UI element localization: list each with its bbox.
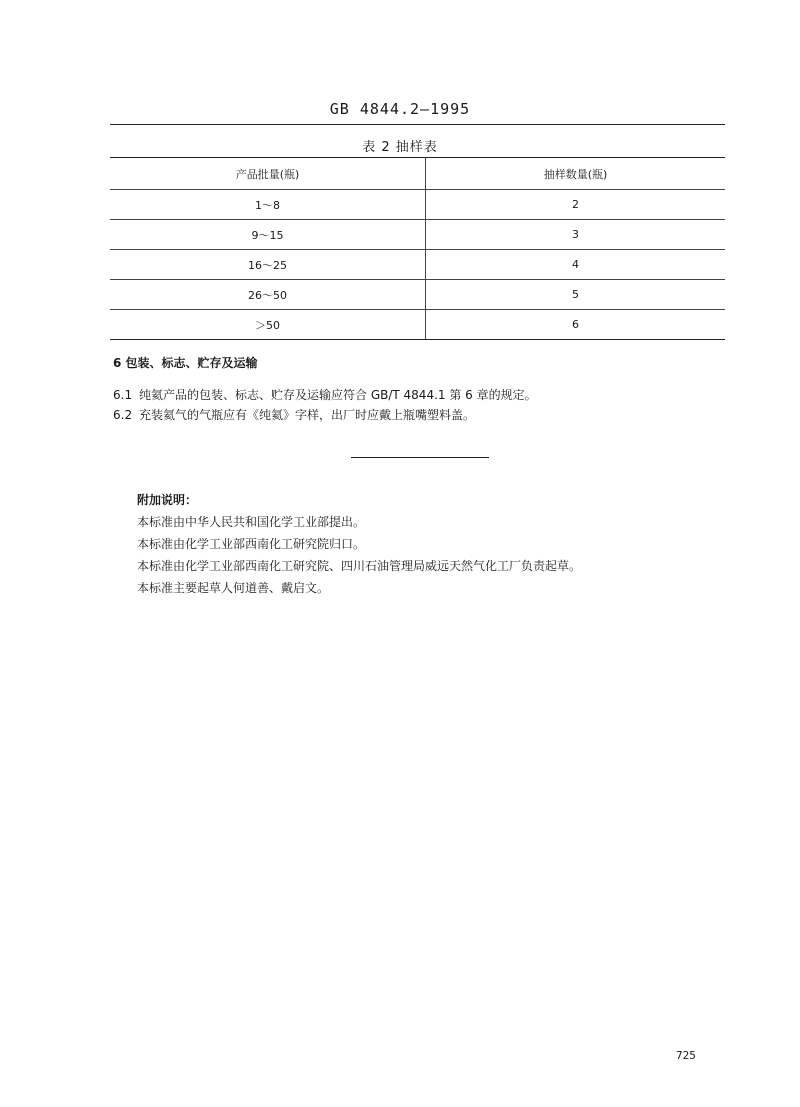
note-line: 本标准由化学工业部西南化工研究院、四川石油管理局威远天然气化工厂负责起草。 (137, 559, 582, 573)
batch-size-cell: 9～15 (110, 220, 426, 250)
batch-size-cell: 26～50 (110, 280, 426, 310)
note-line: 本标准主要起草人何道善、戴启文。 (137, 581, 330, 595)
clause-text: 纯氦产品的包装、标志、贮存及运输应符合 GB/T 4844.1 第 6 章的规定。 (139, 388, 537, 402)
note-line: 本标准由化学工业部西南化工研究院归口。 (137, 537, 366, 551)
section-heading: 6 包装、标志、贮存及运输 (113, 356, 258, 370)
table-caption: 表 2 抽样表 (362, 140, 438, 155)
clause-number: 6.1 (113, 388, 133, 402)
note-line: 本标准由中华人民共和国化学工业部提出。 (137, 515, 366, 529)
table-row (110, 190, 725, 220)
clause-text: 充装氦气的气瓶应有《纯氦》字样，出厂时应戴上瓶嘴塑料盖。 (139, 408, 476, 422)
page-number: 725 (676, 1049, 696, 1062)
sampling-table (110, 157, 725, 340)
section-end-divider (351, 457, 489, 458)
batch-size-cell: 16～25 (110, 250, 426, 280)
sample-quantity-cell: 6 (426, 310, 726, 340)
table-header-row (110, 158, 725, 190)
column-header-sample-quantity: 抽样数量(瓶) (426, 158, 726, 190)
table-row (110, 220, 725, 250)
clause-6-2 (113, 406, 475, 423)
table-row (110, 250, 725, 280)
sample-quantity-cell: 4 (426, 250, 726, 280)
clause-number: 6.2 (113, 408, 133, 422)
header-divider (110, 124, 725, 125)
table-row (110, 310, 725, 340)
batch-size-cell: 1～8 (110, 190, 426, 220)
sample-quantity-cell: 5 (426, 280, 726, 310)
sample-quantity-cell: 3 (426, 220, 726, 250)
additional-notes-title: 附加说明： (137, 493, 198, 507)
batch-size-cell: ＞50 (110, 310, 426, 340)
column-header-batch-size: 产品批量(瓶) (110, 158, 426, 190)
sample-quantity-cell: 2 (426, 190, 726, 220)
clause-6-1 (113, 386, 537, 403)
standard-code: GB 4844.2—1995 (329, 100, 471, 118)
table-row (110, 280, 725, 310)
